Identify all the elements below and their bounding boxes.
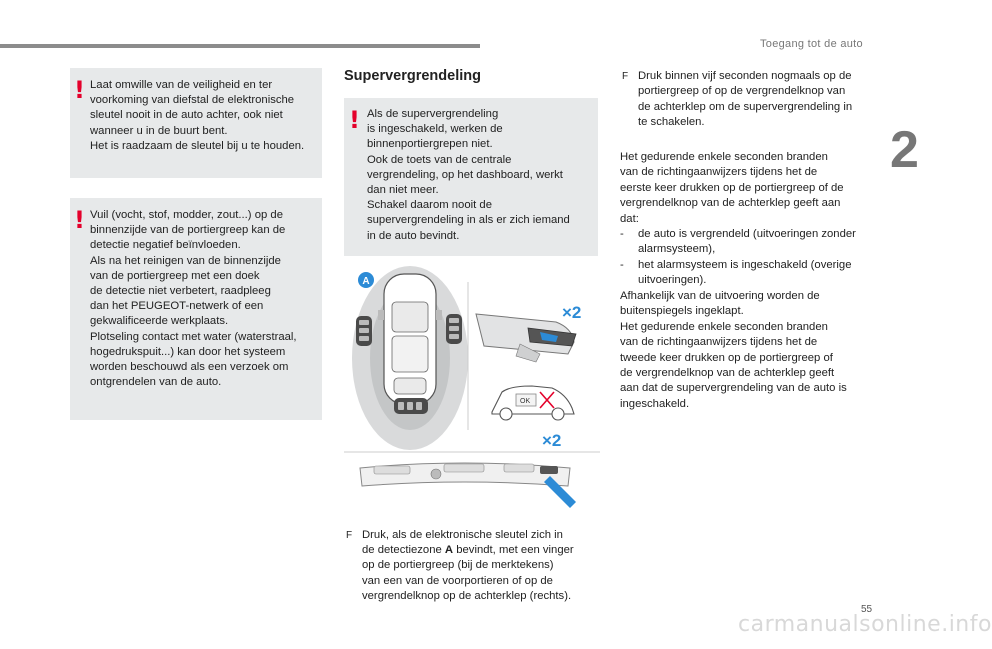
section-heading: Supervergrendeling bbox=[344, 68, 481, 84]
dash-symbol: - bbox=[620, 259, 624, 271]
zone-a-label: A bbox=[362, 276, 370, 287]
header-bar bbox=[0, 44, 480, 48]
step-text-line: de detectiezone A bevindt, met een vinger bbox=[362, 544, 574, 556]
tailgate-illustration bbox=[344, 452, 600, 508]
step-text-line: vergrendelknop op de achterklep (rechts). bbox=[362, 590, 572, 602]
car-side-view bbox=[492, 386, 574, 420]
step-bullet: F bbox=[622, 71, 629, 82]
section-title: Toegang tot de auto bbox=[760, 38, 863, 50]
zone-label-ref: A bbox=[444, 544, 454, 556]
paragraph-second-press: Afhankelijk van de uitvoering worden de buitenspiegels ingeklapt. Het gedurende enkele seconden branden van de richtingaanwijzers tijdens het de tweede keer drukken op de portiergreep of de vergrendelknop van de achterklep geeft aan dat de supervergrendeling van de auto is ingeschakeld. bbox=[620, 290, 847, 410]
watermark: carmanualsonline.info bbox=[738, 612, 992, 637]
warning-icon: ! bbox=[349, 106, 360, 134]
page-number: 55 bbox=[861, 604, 873, 615]
warning-text-superlock: Als de supervergrendeling is ingeschakeld, werken de binnenportiergrepen niet. Ook de toets van de centrale vergrendeling, op het dashboard, werkt dan niet meer. Schakel daarom nooit de supervergrendeling in als er zich iemand in de auto bevindt. bbox=[367, 108, 570, 242]
superlock-illustration bbox=[344, 262, 600, 518]
warning-icon: ! bbox=[74, 206, 85, 234]
paragraph-first-press: Het gedurende enkele seconden branden van de richtingaanwijzers tijdens het de eerste keer drukken op de portiergreep of de vergrendelknop van de achterklep geeft aan dat: bbox=[620, 151, 844, 225]
chapter-number: 2 bbox=[890, 121, 919, 179]
step-text-line: op de portiergreep (bij de merktekens) bbox=[362, 559, 554, 571]
step-text-line: van een van de voorportieren of op de bbox=[362, 575, 553, 587]
multiplier-top: ×2 bbox=[562, 303, 582, 322]
warning-text-safety: Laat omwille van de veiligheid en ter voorkoming van diefstal de elektronische sleutel nooit in de auto achter, ook niet wanneer u in de buurt bent. Het is raadzaam de sleutel bij u te houden. bbox=[90, 79, 305, 152]
step-text: Druk binnen vijf seconden nogmaals op de portiergreep of op de vergrendelknop van de achterklep om de supervergrendeling in te schakelen. bbox=[638, 70, 853, 129]
step-bullet: F bbox=[346, 530, 353, 541]
key-fob-right bbox=[446, 314, 462, 344]
dash-item-line: alarmsysteem), bbox=[638, 243, 716, 255]
step-text-line: Druk, als de elektronische sleutel zich in bbox=[362, 529, 563, 541]
car-top-view bbox=[378, 274, 442, 404]
dash-item-line: uitvoeringen). bbox=[638, 274, 707, 286]
warning-text-dirt: Vuil (vocht, stof, modder, zout...) op de binnenzijde van de portiergreep kan de detectie negatief beïnvloeden. Als na het reinigen van de binnenzijde van de portiergreep met een doek de detectie niet verbetert, raadpleeg dan het PEUGEOT-netwerk of een gekwalificeerde werkplaats. Plotseling contact met water (waterstraal, hogedrukspuit...) kan door het systeem worden beschouwd als een verzoek om ontgrendelen van de auto. bbox=[90, 209, 297, 389]
key-fob-left bbox=[356, 316, 372, 346]
door-handle-illustration bbox=[476, 314, 576, 362]
ok-label: OK bbox=[520, 398, 531, 405]
key-fob-bottom bbox=[394, 398, 428, 414]
dash-item-line: de auto is vergrendeld (uitvoeringen zonder bbox=[638, 228, 856, 240]
dash-symbol: - bbox=[620, 228, 624, 240]
multiplier-bottom: ×2 bbox=[542, 431, 562, 450]
dash-item-line: het alarmsysteem is ingeschakeld (overige bbox=[638, 259, 852, 271]
warning-icon: ! bbox=[74, 76, 85, 104]
